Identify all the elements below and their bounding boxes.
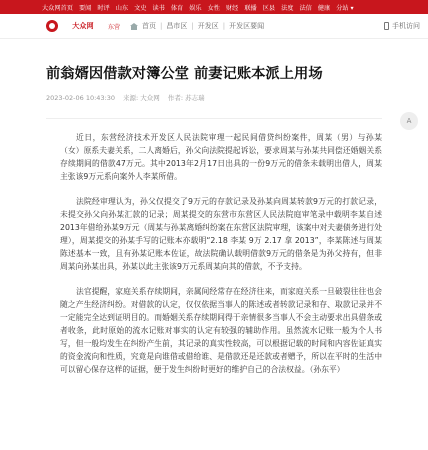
article-paragraph: 法院经审理认为，孙父仅提交了9万元的存款记录及孙某向周某转款9万元的打款记录，未提交孙父向孙某汇款的记录；周某提交的东营市东营区人民法院庭审笔录中载明李某自述2013年借给孙某9万元（周某与孙某离婚纠纷案在东营区法院审理，该案中对夫妻债务进行处理），周某提交的孙某手写的记账本亦载明“2.18 李某 9万 2.17 拿 2013”，李某陈述与周某陈述基本一致，且有孙某记账本佐证，故法院确认载明借款9万元的借条是为孙父持有，但非周某向孙某出具，孙某以此主张该9万元系周某向其的借款，不予支持。 (60, 197, 382, 271)
font-size-toggle-button[interactable]: A (400, 112, 418, 130)
topnav-item[interactable]: 区县 (262, 4, 276, 12)
article-meta (46, 93, 382, 102)
topnav-item[interactable]: 山东 (115, 4, 129, 12)
breadcrumb (130, 21, 264, 31)
site-logo[interactable] (46, 19, 120, 33)
topnav-item[interactable]: 读书 (152, 4, 165, 12)
topnav-item-branch-dropdown[interactable]: 分站 ▾ (336, 4, 354, 12)
breadcrumb-separator: | (160, 22, 163, 30)
topnav-item[interactable]: 女性 (207, 4, 220, 12)
logo-text: 大众网 (72, 22, 94, 30)
article-body (60, 131, 382, 376)
article-source: 来源: 大众网 (123, 94, 160, 102)
phone-icon (384, 22, 389, 30)
article-author: 作者: 苏志瑞 (167, 94, 205, 102)
breadcrumb-item[interactable]: 开发区 (197, 22, 219, 30)
breadcrumb-item-home[interactable]: 首页 (142, 22, 157, 30)
mobile-access-link[interactable] (384, 21, 420, 31)
divider (46, 118, 382, 119)
article-container (0, 65, 428, 376)
site-header (0, 14, 428, 39)
mobile-access-label: 手机访问 (392, 22, 420, 30)
topnav-item[interactable]: 要闻 (78, 4, 92, 12)
logo-icon (46, 20, 58, 32)
article-date: 2023-02-06 10:43:30 (46, 93, 116, 102)
topnav-item[interactable]: 娱乐 (189, 4, 202, 12)
article-paragraph: 近日，东营经济技术开发区人民法院审理一起民间借贷纠纷案件，周某（男）与孙某（女）原系夫妻关系，二人离婚后，孙父向法院提起诉讼，要求周某与孙某共同偿还婚姻关系存续期间的借款47万元。其中2013年2月17日出具的一份9万元的借条未载明出借人，周某主张该9万元系向案外人李某所借。 (60, 133, 382, 181)
home-icon (130, 23, 138, 30)
article-title: 前翁婿因借款对簿公堂 前妻记账本派上用场 (46, 66, 323, 82)
breadcrumb-item[interactable]: 开发区要闻 (229, 22, 265, 30)
topnav-item[interactable]: 体育 (170, 4, 184, 12)
topnav-item[interactable]: 财经 (225, 4, 239, 12)
topnav-item[interactable]: 法度 (281, 4, 294, 12)
breadcrumb-item[interactable]: 昌市区 (166, 22, 188, 30)
topnav-item[interactable]: 时评 (97, 4, 110, 12)
topnav-item[interactable]: 联播 (244, 4, 257, 12)
breadcrumb-separator: | (222, 22, 226, 30)
top-navigation-bar (0, 0, 428, 14)
article-paragraph: 法官提醒，家庭关系存续期间，亲属间经常存在经济往来，而家庭关系一旦破裂往往也会随之产生经济纠纷。对借款的认定，仅仅依据当事人的陈述或者转款记录和存、取款记录并不一定能完全达到证明目的。而婚姻关系存续期间得于亲情很多当事人不会主动要求出具借条或者收条，此时原始的流水记账对事实的认定有较强的辅助作用。虽然流水记账一般为个人书写，但一般均发生在纠纷产生前，其记录的真实性较高，可以根据记载的时间和内容佐证真实的资金流向和性质，究竟是向谁借或借给谁、是借款还是还款或者赠予，所以在平时的生活中可以留心保存这样的证据，便于发生纠纷时更好的维护自己的合法权益。（孙东平） (60, 287, 382, 374)
logo-subtext: 东营 (108, 23, 121, 31)
topnav-item[interactable]: 健康 (317, 4, 331, 12)
topnav-item[interactable]: 法信 (299, 4, 312, 12)
topnav-item[interactable]: 大众网首页 (42, 4, 73, 12)
breadcrumb-separator: | (191, 22, 194, 30)
topnav-item[interactable]: 文史 (134, 4, 147, 12)
